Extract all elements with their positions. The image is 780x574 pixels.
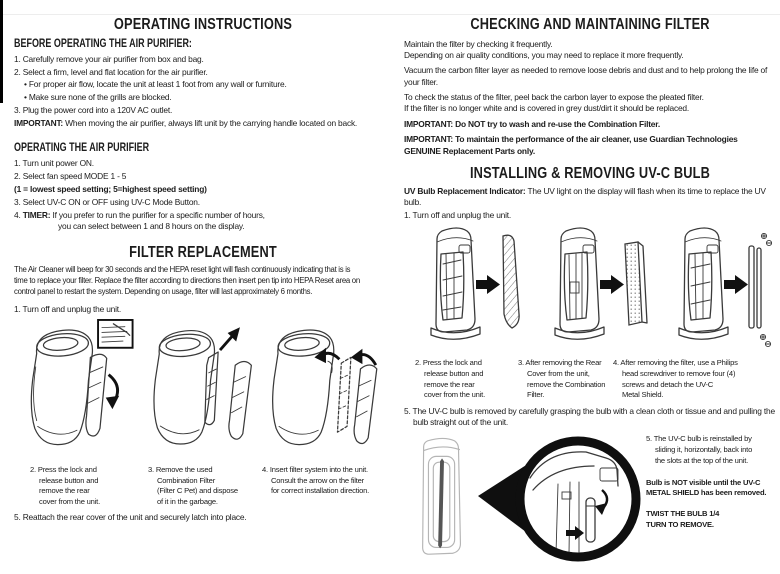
uv-indicator-text: The UV light on the display will flash when its time to replace the UV bulb. [404,185,766,208]
uvc-bulb-captions [404,358,776,400]
timer-text: If you prefer to run the purifier for a specific number of hours, [50,210,265,221]
up-arrow-icon [220,327,240,350]
figure-insert-filter-system [262,319,388,459]
caption-step-2: 2. Press the lock and release button and remove the rear cover from the unit. [415,358,485,400]
checking-p2: Depending on air quality conditions, you may need to replace it more frequently. [404,50,684,61]
timer-label: TIMER: [22,210,51,221]
before-bullet-2: • Make sure none of the grills are blocked. [24,91,172,102]
tower-unit-icon [679,228,728,339]
uvc-bulb-location-figure [404,434,776,564]
before-step-3: 3. Plug the power cord into a 120V AC outlet. [14,104,173,115]
step-4-prefix: 4. [14,210,23,221]
filter-replacement-figures [14,319,392,459]
before-step-1: 1. Carefully remove your air purifier from box and bag. [14,54,204,64]
filter-replacement-intro: The Air Cleaner will beep for 30 seconds and the HEPA reset light will flash continuously indicating that is is time to replace your filter. Replace the filter according to directions then insert pen tip into HEPA Reset area on control panel to restart the system. Depending on usage, filter will last approximately 6 months. [14,265,360,297]
scan-edge-artifact [0,0,3,103]
before-important-note [14,118,392,129]
checking-p1: Maintain the filter by checking it frequently. [404,39,553,49]
figure-detach-uvc-metal-shield [654,224,772,354]
checking-p5: If the filter is no longer white and is covered in grey dust/dirt it should be replaced. [404,103,689,114]
before-bullet-1: • For proper air flow, locate the unit at least 1 foot from any wall or furniture. [24,79,287,90]
insert-arrow-icon [314,348,339,363]
combination-filter-icon [625,242,647,325]
before-operating-heading: BEFORE OPERATING THE AIR PURIFIER: [14,38,192,50]
filter-replacement-title: FILTER REPLACEMENT [129,244,277,262]
figure-press-release-rear-cover [16,319,136,459]
important-label: IMPORTANT: [14,118,64,129]
filter-step-1: 1. Turn off and unplug the unit. [14,303,122,314]
checking-important-2: IMPORTANT: To maintain the performance of the air cleaner, use Guardian Technologies GENUINE Replacement Parts only. [404,134,738,156]
checking-important-1: IMPORTANT: Do NOT try to wash and re-use the Combination Filter. [404,119,660,130]
uvc-bulb-figures [404,224,776,354]
uv-bulb-indicator-note [404,186,776,208]
rear-cover-swinging-icon [86,354,107,436]
right-arrow-icon [724,275,748,294]
screw-icon [760,335,770,347]
rear-cover-detached-icon [229,362,251,440]
caption-step-2: 2. Press the lock and release button and remove the rear cover from the unit. [30,465,100,506]
operating-step-4-continued: you can select between 1 and 8 hours on the display. [58,221,245,232]
checking-maintaining-title: CHECKING AND MAINTAINING FILTER [470,16,710,33]
uvc-step-5-remove: 5. The UV-C bulb is removed by carefully grasping the bulb with a clean cloth or tissue and and pulling the bulb straight out of the unit. [404,405,775,428]
screw-icon [761,234,771,246]
right-column [404,0,776,564]
twist-bulb-note: TWIST THE BULB 1/4 TURN TO REMOVE. [646,509,720,529]
uvc-step-5-reinstall: 5. The UV-C bulb is reinstalled by sliding it, horizontally, back into the slots at the top of the unit. [646,434,753,465]
magnifier-detail-icon [478,434,646,564]
rear-cover-hatched-icon [503,236,519,329]
operating-heading: OPERATING THE AIR PURIFIER [14,142,150,155]
filter-replacement-captions [14,465,392,507]
tower-unit-icon [555,228,604,339]
bulb-notes [646,434,776,531]
figure-remove-combination-filter-tower [530,224,648,354]
checking-p3: Vacuum the carbon filter layer as needed to remove loose debris and dust and to help prolong the life of your filter. [404,65,768,87]
curved-arrow-icon [106,375,119,410]
operating-step-1: 1. Turn unit power ON. [14,158,94,169]
uv-indicator-label: UV Bulb Replacement Indicator: [404,185,526,196]
magnifier-circle [520,441,636,557]
uv-bulb-icon [438,459,444,549]
operating-step-3: 3. Select UV-C ON or OFF using UV-C Mode Button. [14,196,200,207]
before-step-2: 2. Select a firm, level and flat location for the air purifier. [14,67,208,78]
control-panel-inset [98,320,133,348]
air-purifier-unit-icon [273,330,334,445]
figure-remove-rear-cover-tower [406,224,524,354]
uvc-metal-shield-icon [749,246,761,328]
caption-step-3: 3. After removing the Rear Cover from the unit, remove the Combination Filter. [518,358,606,400]
caption-step-4: 4. After removing the filter, use a Philips head screwdriver to remove four (4) screws and detach the UV-C Metal Shield. [613,358,738,400]
installing-uvc-title: INSTALLING & REMOVING UV-C BULB [469,164,711,182]
operating-step-2-note: (1 = lowest speed setting; 5=highest speed setting) [14,183,207,194]
right-arrow-icon [600,275,624,294]
bulb-not-visible-note: Bulb is NOT visible until the UV-C METAL SHIELD has been removed. [646,477,767,498]
tower-unit-icon [431,228,480,339]
filter-dashed-icon [337,357,350,432]
air-purifier-unit-icon [31,330,92,445]
rear-cover-icon [354,365,377,444]
caption-step-3: 3. Remove the used Combination Filter (Filter C Pet) and dispose of it in the garbage. [148,465,238,506]
figure-remove-used-filter [146,319,258,459]
caption-step-4: 4. Insert filter system into the unit. Consult the arrow on the filter for correct installation direction. [262,465,370,496]
operating-step-2: 2. Select fan speed MODE 1 - 5 [14,171,127,182]
important-text: When moving the air purifier, always lift unit by the carrying handle located on back. [63,118,358,129]
right-arrow-icon [476,275,500,294]
faint-tower-with-bulb-icon [412,434,474,564]
insert-arrow-2-icon [351,349,376,365]
left-column [14,0,392,524]
filter-step-5: 5. Reattach the rear cover of the unit and securely latch into place. [14,512,247,523]
uvc-step-1: 1. Turn off and unplug the unit. [404,210,512,221]
checking-p4: To check the status of the filter, peel back the carbon layer to expose the pleated filter. [404,91,704,102]
operating-step-4 [14,210,392,221]
operating-instructions-title: OPERATING INSTRUCTIONS [113,16,293,33]
